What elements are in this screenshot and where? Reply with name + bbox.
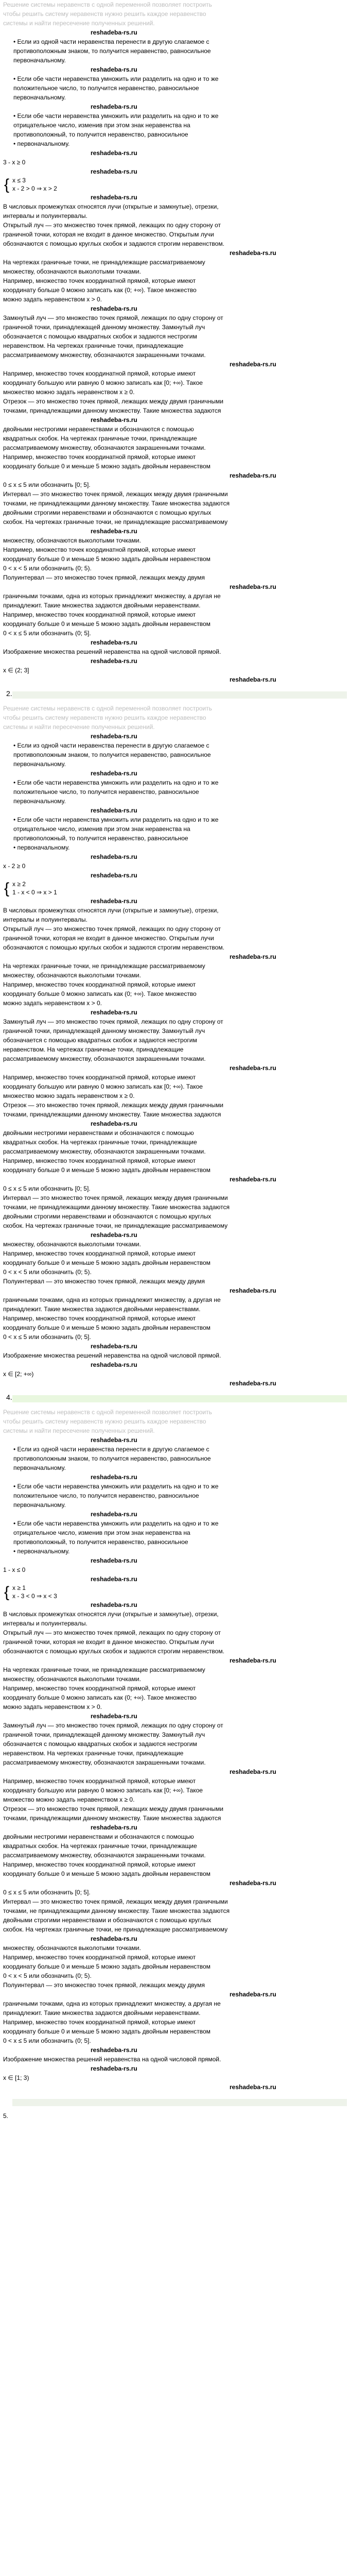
theory-text: 0 < x ≤ 5 или обозначить (0; 5]. xyxy=(3,630,91,637)
theory-text: координату большую или равную 0 можно записать как [0; +∞). Такое xyxy=(3,1083,203,1090)
theory-text: Например, множество точек координатной прямой, которые имеют xyxy=(3,1074,196,1081)
theory-text: Например, множество точек координатной прямой, которые имеют xyxy=(3,611,196,618)
system-row: { x ≥ 1 xyxy=(12,1584,26,1591)
theory-text: принадлежит. Такие множества задаются двойными неравенствами. xyxy=(3,2009,201,2016)
system-row: x - 3 < 0 ⇒ x < 3 xyxy=(12,1592,57,1600)
theory-text: двойными нестрогими неравенствами и обозначаются с помощью xyxy=(3,1129,194,1137)
theory-text: Изображение множества решений неравенства на одной числовой прямой. xyxy=(3,2056,221,2063)
rule-text: • Если обе части неравенства умножить или разделить на одно и то же xyxy=(13,1520,219,1527)
rule-text: отрицательное число, изменив при этом знак неравенства на xyxy=(13,122,190,129)
separator-bar xyxy=(12,2099,347,2106)
theory-text: Например, множество точек координатной прямой, которые имеют xyxy=(3,277,196,284)
rule-text: противоположным знаком, то получится неравенство, равносильное xyxy=(13,47,211,55)
theory-text: интервалы и полуинтервалы. xyxy=(3,212,87,219)
theory-text: квадратных скобок. На чертежах граничные точки, принадлежащие xyxy=(3,1842,197,1850)
theory-text: можно задать неравенством x > 0. xyxy=(3,1703,102,1710)
theory-text: точками, не принадлежащими данному множеству. Такие множества задаются xyxy=(3,500,230,507)
watermark-text: reshadeba-rs.ru xyxy=(91,657,137,665)
watermark-text: reshadeba-rs.ru xyxy=(91,1575,137,1583)
section-separator xyxy=(3,684,347,704)
separator-bar xyxy=(12,1395,347,1402)
theory-text: обозначаются с помощью круглых скобок и задаются строгим неравенством. xyxy=(3,240,224,247)
theory-text: Изображение множества решений неравенства на одной числовой прямой. xyxy=(3,1352,221,1359)
theory-text: координату большую или равную 0 можно записать как [0; +∞). Такое xyxy=(3,1787,203,1794)
theory-text: В числовых промежутках относятся лучи (открытые и замкнутые), отрезки, xyxy=(3,203,219,210)
section-number: 2. xyxy=(6,689,12,698)
theory-text: Изображение множества решений неравенства на одной числовой прямой. xyxy=(3,648,221,655)
theory-text: Замкнутый луч — это множество точек прямой, лежащих по одну сторону от xyxy=(3,1722,223,1729)
rule-text: первоначальному. xyxy=(13,1501,66,1509)
watermark-text: reshadeba-rs.ru xyxy=(230,953,276,960)
theory-text: координату больше 0 и меньше 5 можно задать двойным неравенством xyxy=(3,1324,211,1331)
theory-text: В числовых промежутках относятся лучи (открытые и замкнутые), отрезки, xyxy=(3,907,219,914)
rule-text: противоположным знаком, то получится неравенство, равносильное xyxy=(13,1455,211,1462)
theory-text: На чертежах граничные точки, не принадлежащие рассматриваемому xyxy=(3,962,205,970)
watermark-text: reshadeba-rs.ru xyxy=(91,1120,137,1127)
theory-text: координату больше 0 и меньше 5 можно задать двойным неравенством xyxy=(3,1166,211,1174)
theory-text: координату больше 0 и меньше 5 можно задать двойным неравенством xyxy=(3,555,211,563)
theory-text: координату больше 0 и меньше 5 можно задать двойным неравенством xyxy=(3,1963,211,1970)
theory-text: Отрезок — это множество точек прямой, лежащих между двумя граничными xyxy=(3,1101,223,1109)
watermark-text: reshadeba-rs.ru xyxy=(91,1361,137,1368)
theory-text: граничной точки, принадлежащей данному множеству. Замкнутый луч xyxy=(3,1731,205,1738)
rule-text: отрицательное число, изменив при этом знак неравенства на xyxy=(13,1529,190,1536)
rule-text: • первоначальному. xyxy=(13,844,70,851)
theory-text: координату больше 0 и меньше 5 можно задать двойным неравенством xyxy=(3,620,211,628)
rule-text: первоначальному. xyxy=(13,798,66,805)
theory-text: точками, принадлежащими данному множеству. Такие множества задаются xyxy=(3,1815,221,1822)
theory-text: Например, множество точек координатной прямой, которые имеют xyxy=(3,1861,196,1868)
rule-text: первоначальному. xyxy=(13,760,66,768)
system-row: 1 - x < 0 ⇒ x > 1 xyxy=(12,889,57,896)
theory-text: квадратных скобок. На чертежах граничные точки, принадлежащие xyxy=(3,1139,197,1146)
system-row: { x ≥ 2 xyxy=(12,880,26,888)
theory-text: можно задать неравенством x > 0. xyxy=(3,999,102,1007)
theory-text: рассматриваемому множеству, обозначаются закрашенными точками. xyxy=(3,1852,206,1859)
theory-text: скобок. На чертежах граничные точки, не принадлежащие рассматриваемому xyxy=(3,1926,228,1933)
theory-text: Полуинтервал — это множество точек прямой, лежащих между двумя xyxy=(3,574,205,581)
theory-text: Например, множество точек координатной прямой, которые имеют xyxy=(3,1954,196,1961)
theory-text: множество можно задать неравенством x ≥ 0. xyxy=(3,388,135,396)
theory-text: Полуинтервал — это множество точек прямой, лежащих между двумя xyxy=(3,1981,205,1989)
watermark-text: reshadeba-rs.ru xyxy=(91,149,137,157)
watermark-text: reshadeba-rs.ru xyxy=(91,2065,137,2072)
answer-line: 1 - x ≤ 0 xyxy=(3,1566,26,1573)
watermark-text: reshadeba-rs.ru xyxy=(230,1657,276,1664)
watermark-text: reshadeba-rs.ru xyxy=(230,1879,276,1887)
watermark-text: reshadeba-rs.ru xyxy=(91,305,137,312)
theory-text: рассматриваемому множеству, обозначаются закрашенными точками. xyxy=(3,444,206,451)
theory-text: граничной точки, которая не входит в данное множество. Открытым лучи xyxy=(3,1638,214,1646)
watermark-text: reshadeba-rs.ru xyxy=(91,103,137,110)
rule-text: противоположным знаком, то получится неравенство, равносильное xyxy=(13,751,211,758)
theory-text: Отрезок — это множество точек прямой, лежащих между двумя граничными xyxy=(3,398,223,405)
theory-text: Например, множество точек координатной прямой, которые имеют xyxy=(3,546,196,553)
theory-text: координату больше 0 и меньше 5 можно задать двойным неравенством xyxy=(3,1870,211,1877)
theory-text: обозначается с помощью квадратных скобок и задаются нестрогим xyxy=(3,1037,197,1044)
watermark-text: reshadeba-rs.ru xyxy=(230,1991,276,1998)
theory-text: неравенством. На чертежах граничные точки, принадлежащие xyxy=(3,1046,184,1053)
watermark-text: reshadeba-rs.ru xyxy=(91,416,137,423)
system-row: { x ≤ 3 xyxy=(12,177,26,184)
theory-text: неравенством. На чертежах граничные точки, принадлежащие xyxy=(3,1750,184,1757)
theory-text: На чертежах граничные точки, не принадлежащие рассматриваемому xyxy=(3,1666,205,1673)
theory-text: Открытый луч — это множество точек прямой, лежащих по одну сторону от xyxy=(3,222,221,229)
theory-text: граничной точки, которая не входит в данное множество. Открытым лучи xyxy=(3,935,214,942)
watermark-text: reshadeba-rs.ru xyxy=(91,1343,137,1350)
watermark-text: reshadeba-rs.ru xyxy=(91,853,137,860)
watermark-text: reshadeba-rs.ru xyxy=(91,733,137,740)
theory-text: множеству, обозначаются выколотыми точками. xyxy=(3,972,141,979)
theory-text: координату большую или равную 0 можно записать как [0; +∞). Такое xyxy=(3,379,203,386)
watermark-text: reshadeba-rs.ru xyxy=(91,1473,137,1481)
system-row: x - 2 > 0 ⇒ x > 2 xyxy=(12,185,57,192)
theory-text: Открытый луч — это множество точек прямой, лежащих по одну сторону от xyxy=(3,1629,221,1636)
watermark-text: reshadeba-rs.ru xyxy=(230,1064,276,1072)
theory-text: Открытый луч — это множество точек прямой, лежащих по одну сторону от xyxy=(3,925,221,933)
rule-text: первоначальному. xyxy=(13,57,66,64)
watermark-text: reshadeba-rs.ru xyxy=(91,1511,137,1518)
theory-text: точками, принадлежащими данному множеству. Такие множества задаются xyxy=(3,1111,221,1118)
theory-text: Например, множество точек координатной прямой, которые имеют xyxy=(3,2019,196,2026)
theory-text: 0 < x < 5 или обозначить (0; 5). xyxy=(3,565,92,572)
theory-text: двойными строгими неравенствами и обозначаются с помощью круглых xyxy=(3,509,212,516)
theory-text: множеству, обозначаются выколотыми точками. xyxy=(3,1241,141,1248)
theory-text: координату больше 0 можно записать как (0; +∞). Такое множество xyxy=(3,286,197,294)
theory-text: интервалы и полуинтервалы. xyxy=(3,916,87,923)
theory-text: множеству, обозначаются выколотыми точками. xyxy=(3,1944,141,1952)
inequality-system xyxy=(3,880,347,896)
rule-text: противоположный, то получится неравенство, равносильное xyxy=(13,131,188,138)
theory-text: принадлежит. Такие множества задаются двойными неравенствами. xyxy=(3,602,201,609)
theory-text: 0 ≤ x ≤ 5 или обозначить [0; 5]. xyxy=(3,1889,91,1896)
theory-text: Замкнутый луч — это множество точек прямой, лежащих по одну сторону от xyxy=(3,314,223,321)
watermark-text: reshadeba-rs.ru xyxy=(91,770,137,777)
theory-text: множество можно задать неравенством x ≥ 0. xyxy=(3,1092,135,1099)
theory-text: граничной точки, которая не входит в данное множество. Открытым лучи xyxy=(3,231,214,238)
theory-text: обозначаются с помощью круглых скобок и задаются строгим неравенством. xyxy=(3,1648,224,1655)
watermark-text: reshadeba-rs.ru xyxy=(91,1935,137,1942)
watermark-text: reshadeba-rs.ru xyxy=(230,249,276,257)
theory-text: принадлежит. Такие множества задаются двойными неравенствами. xyxy=(3,1306,201,1313)
watermark-text: reshadeba-rs.ru xyxy=(91,66,137,73)
theory-text: рассматриваемому множеству, обозначаются закрашенными точками. xyxy=(3,1759,206,1766)
theory-text: 0 < x ≤ 5 или обозначить (0; 5]. xyxy=(3,1333,91,1341)
theory-text: множеству, обозначаются выколотыми точками. xyxy=(3,537,141,544)
theory-text: скобок. На чертежах граничные точки, не принадлежащие рассматриваемому xyxy=(3,1222,228,1229)
solution-block xyxy=(3,0,347,684)
intro-text: чтобы решить систему неравенств нужно решить каждое неравенство xyxy=(3,714,206,721)
section-separator xyxy=(3,1388,347,1408)
intro-text: Решение системы неравенств с одной переменной позволяет построить xyxy=(3,1409,212,1416)
theory-text: Замкнутый луч — это множество точек прямой, лежащих по одну сторону от xyxy=(3,1018,223,1025)
theory-text: Интервал — это множество точек прямой, лежащих между двумя граничными xyxy=(3,1898,228,1905)
theory-text: двойными нестрогими неравенствами и обозначаются с помощью xyxy=(3,426,194,433)
watermark-text: reshadeba-rs.ru xyxy=(230,1768,276,1775)
theory-text: Например, множество точек координатной прямой, которые имеют xyxy=(3,453,196,461)
theory-text: Например, множество точек координатной прямой, которые имеют xyxy=(3,1685,196,1692)
theory-text: граничной точки, принадлежащей данному множеству. Замкнутый луч xyxy=(3,1027,205,1035)
theory-text: интервалы и полуинтервалы. xyxy=(3,1620,87,1627)
theory-text: Интервал — это множество точек прямой, лежащих между двумя граничными xyxy=(3,490,228,498)
watermark-text: reshadeba-rs.ru xyxy=(230,2083,276,2091)
watermark-text: reshadeba-rs.ru xyxy=(91,872,137,879)
theory-text: точками, не принадлежащими данному множеству. Такие множества задаются xyxy=(3,1907,230,1914)
theory-text: координату больше 0 можно записать как (0; +∞). Такое множество xyxy=(3,990,197,997)
interval-answer: x ∈ (2; 3] xyxy=(3,667,29,674)
rule-text: • Если из одной части неравенства перенести в другую слагаемое с xyxy=(13,38,209,45)
theory-text: граничной точки, принадлежащей данному множеству. Замкнутый луч xyxy=(3,324,205,331)
rule-text: положительное число, то получится неравенство, равносильное xyxy=(13,84,199,92)
watermark-text: reshadeba-rs.ru xyxy=(230,676,276,683)
theory-text: 0 < x < 5 или обозначить (0; 5). xyxy=(3,1972,92,1979)
rule-text: • Если обе части неравенства умножить или разделить на одно и то же xyxy=(13,75,219,82)
theory-text: множеству, обозначаются выколотыми точками. xyxy=(3,268,141,275)
watermark-text: reshadeba-rs.ru xyxy=(91,1601,137,1608)
watermark-text: reshadeba-rs.ru xyxy=(91,807,137,814)
theory-text: множеству, обозначаются выколотыми точками. xyxy=(3,1675,141,1683)
rule-text: • Если обе части неравенства умножить или разделить на одно и то же xyxy=(13,112,219,120)
theory-text: Отрезок — это множество точек прямой, лежащих между двумя граничными xyxy=(3,1805,223,1812)
watermark-text: reshadeba-rs.ru xyxy=(230,361,276,368)
theory-text: координату больше 0 и меньше 5 можно задать двойным неравенством xyxy=(3,1259,211,1266)
interval-answer: x ∈ [2; +∞) xyxy=(3,1370,34,1378)
watermark-text: reshadeba-rs.ru xyxy=(91,1713,137,1720)
intro-text: системы и найти пересечение полученных решений. xyxy=(3,723,155,731)
theory-text: квадратных скобок. На чертежах граничные точки, принадлежащие xyxy=(3,435,197,442)
theory-text: Например, множество точек координатной прямой, которые имеют xyxy=(3,1157,196,1164)
theory-text: граничными точками, одна из которых принадлежит множеству, а другая не xyxy=(3,2000,221,2007)
rule-text: противоположный, то получится неравенство, равносильное xyxy=(13,835,188,842)
theory-text: координату больше 0 и меньше 5 можно задать двойным неравенством xyxy=(3,463,211,470)
theory-text: граничными точками, одна из которых принадлежит множеству, а другая не xyxy=(3,592,221,600)
theory-text: граничными точками, одна из которых принадлежит множеству, а другая не xyxy=(3,1296,221,1303)
rule-text: положительное число, то получится неравенство, равносильное xyxy=(13,788,199,795)
section-number: 4. xyxy=(6,1393,12,1401)
answer-line: x - 2 ≥ 0 xyxy=(3,862,26,870)
theory-text: скобок. На чертежах граничные точки, не принадлежащие рассматриваемому xyxy=(3,518,228,526)
theory-text: 0 ≤ x ≤ 5 или обозначить [0; 5]. xyxy=(3,481,91,488)
theory-text: 0 ≤ x ≤ 5 или обозначить [0; 5]. xyxy=(3,1185,91,1192)
section-separator xyxy=(3,2092,347,2111)
theory-text: Полуинтервал — это множество точек прямой, лежащих между двумя xyxy=(3,1278,205,1285)
solution-block xyxy=(3,1408,347,2092)
watermark-text: reshadeba-rs.ru xyxy=(91,2046,137,2054)
rule-text: первоначальному. xyxy=(13,94,66,101)
theory-text: двойными строгими неравенствами и обозначаются с помощью круглых xyxy=(3,1213,212,1220)
rule-text: • Если обе части неравенства умножить или разделить на одно и то же xyxy=(13,816,219,823)
intro-text: системы и найти пересечение полученных решений. xyxy=(3,20,155,27)
theory-text: рассматриваемому множеству, обозначаются закрашенными точками. xyxy=(3,351,206,359)
theory-text: Интервал — это множество точек прямой, лежащих между двумя граничными xyxy=(3,1194,228,1201)
theory-text: 0 < x ≤ 5 или обозначить (0; 5]. xyxy=(3,2037,91,2044)
watermark-text: reshadeba-rs.ru xyxy=(91,1824,137,1831)
intro-text: Решение системы неравенств с одной переменной позволяет построить xyxy=(3,1,212,8)
watermark-text: reshadeba-rs.ru xyxy=(91,29,137,36)
rule-text: положительное число, то получится неравенство, равносильное xyxy=(13,1492,199,1499)
solution-block xyxy=(3,704,347,1388)
watermark-text: reshadeba-rs.ru xyxy=(91,528,137,535)
rule-text: • Если из одной части неравенства перенести в другую слагаемое с xyxy=(13,742,209,749)
theory-text: обозначается с помощью квадратных скобок и задаются нестрогим xyxy=(3,333,197,340)
rule-text: • Если обе части неравенства умножить или разделить на одно и то же xyxy=(13,779,219,786)
theory-text: В числовых промежутках относятся лучи (открытые и замкнутые), отрезки, xyxy=(3,1611,219,1618)
theory-text: Например, множество точек координатной прямой, которые имеют xyxy=(3,1315,196,1322)
intro-text: чтобы решить систему неравенств нужно решить каждое неравенство xyxy=(3,1418,206,1425)
theory-text: Например, множество точек координатной прямой, которые имеют xyxy=(3,981,196,988)
watermark-text: reshadeba-rs.ru xyxy=(91,1009,137,1016)
theory-text: рассматриваемому множеству, обозначаются закрашенными точками. xyxy=(3,1055,206,1062)
watermark-text: reshadeba-rs.ru xyxy=(91,1557,137,1564)
theory-text: координату больше 0 можно записать как (0; +∞). Такое множество xyxy=(3,1694,197,1701)
theory-text: 0 < x < 5 или обозначить (0; 5). xyxy=(3,1268,92,1276)
inequality-system xyxy=(3,176,347,193)
theory-text: точками, принадлежащими данному множеству. Такие множества задаются xyxy=(3,407,221,414)
rule-text: • первоначальному. xyxy=(13,1548,70,1555)
rule-text: • Если из одной части неравенства перенести в другую слагаемое с xyxy=(13,1446,209,1453)
section-number: 5. xyxy=(3,2112,9,2120)
watermark-text: reshadeba-rs.ru xyxy=(230,472,276,479)
interval-answer: x ∈ [1; 3) xyxy=(3,2074,29,2081)
separator-bar xyxy=(12,691,347,699)
intro-text: системы и найти пересечение полученных решений. xyxy=(3,1427,155,1434)
rule-text: • первоначальному. xyxy=(13,140,70,147)
theory-text: двойными нестрогими неравенствами и обозначаются с помощью xyxy=(3,1833,194,1840)
watermark-text: reshadeba-rs.ru xyxy=(91,1436,137,1444)
theory-text: можно задать неравенством x > 0. xyxy=(3,296,102,303)
theory-text: координату больше 0 и меньше 5 можно задать двойным неравенством xyxy=(3,2028,211,2035)
rule-text: отрицательное число, изменив при этом знак неравенства на xyxy=(13,825,190,833)
intro-text: Решение системы неравенств с одной переменной позволяет построить xyxy=(3,705,212,712)
watermark-text: reshadeba-rs.ru xyxy=(230,583,276,590)
inequality-system xyxy=(3,1584,347,1600)
rule-text: первоначальному. xyxy=(13,1464,66,1471)
theory-text: множество можно задать неравенством x ≥ 0. xyxy=(3,1796,135,1803)
answer-line: 3 - x ≥ 0 xyxy=(3,159,26,166)
theory-text: неравенством. На чертежах граничные точки, принадлежащие xyxy=(3,342,184,349)
watermark-text: reshadeba-rs.ru xyxy=(91,194,137,201)
watermark-text: reshadeba-rs.ru xyxy=(91,639,137,646)
watermark-text: reshadeba-rs.ru xyxy=(230,1380,276,1387)
watermark-text: reshadeba-rs.ru xyxy=(91,897,137,905)
theory-text: рассматриваемому множеству, обозначаются закрашенными точками. xyxy=(3,1148,206,1155)
theory-text: Например, множество точек координатной прямой, которые имеют xyxy=(3,1250,196,1257)
watermark-text: reshadeba-rs.ru xyxy=(230,1287,276,1294)
theory-text: двойными строгими неравенствами и обозначаются с помощью круглых xyxy=(3,1917,212,1924)
theory-text: Например, множество точек координатной прямой, которые имеют xyxy=(3,370,196,377)
theory-text: точками, не принадлежащими данному множеству. Такие множества задаются xyxy=(3,1204,230,1211)
watermark-text: reshadeba-rs.ru xyxy=(91,168,137,175)
theory-text: На чертежах граничные точки, не принадлежащие рассматриваемому xyxy=(3,259,205,266)
theory-text: Например, множество точек координатной прямой, которые имеют xyxy=(3,1777,196,1785)
intro-text: чтобы решить систему неравенств нужно решить каждое неравенство xyxy=(3,10,206,18)
rule-text: противоположный, то получится неравенство, равносильное xyxy=(13,1538,188,1546)
watermark-text: reshadeba-rs.ru xyxy=(91,1231,137,1239)
theory-text: обозначается с помощью квадратных скобок и задаются нестрогим xyxy=(3,1740,197,1748)
watermark-text: reshadeba-rs.ru xyxy=(230,1176,276,1183)
rule-text: • Если обе части неравенства умножить или разделить на одно и то же xyxy=(13,1483,219,1490)
theory-text: обозначаются с помощью круглых скобок и задаются строгим неравенством. xyxy=(3,944,224,951)
